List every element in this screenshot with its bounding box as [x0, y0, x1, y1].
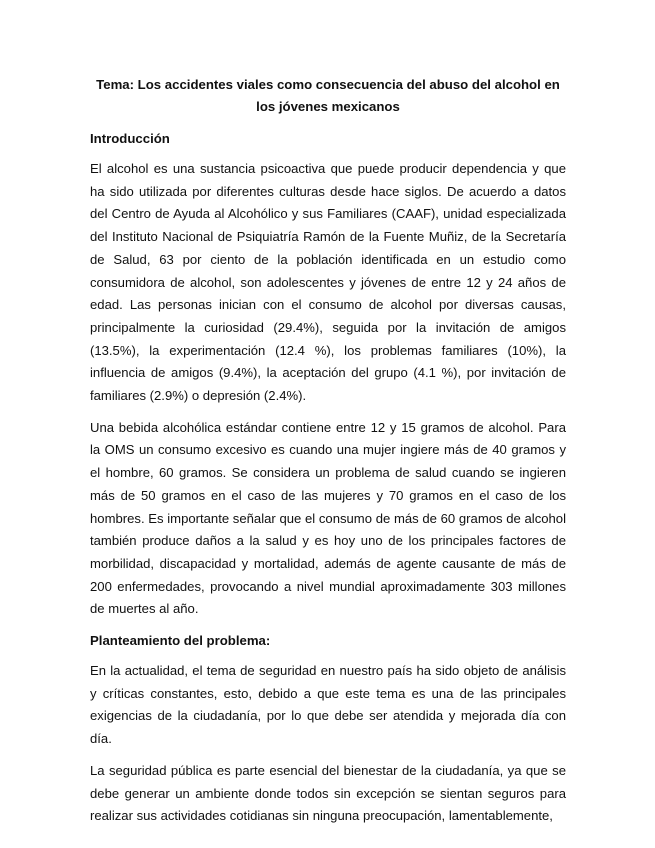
paragraph-intro-1: El alcohol es una sustancia psicoactiva que puede producir dependencia y que ha sido utilizada por diferentes culturas desde hace siglos. De acuerdo a datos del Centro de Ayuda al Alcohólico y sus Familiares (CAAF), unidad especializada del Instituto Nacional de Psiquiatría Ramón de la Fuente Muñiz, de la Secretaría de Salud, 63 por ciento de la población identificada en un estudio como consumidora de alcohol, son adolescentes y jóvenes de entre 12 y 24 años de edad. Las personas inician con el consumo de alcohol por diversas causas, principalmente la curiosidad (29.4%), seguida por la invitación de amigos (13.5%), la experimentación (12.4 %), los problemas familiares (10%), la influencia de amigos (9.4%), la aceptación del grupo (4.1 %), por invitación de familiares (2.9%) o depresión (2.4%). — [90, 161, 566, 404]
paragraph-problema-1: En la actualidad, el tema de seguridad en nuestro país ha sido objeto de análisis y críticas constantes, esto, debido a que este tema es una de las principales exigencias de la ciudadanía, por lo que debe ser atendida y mejorada día con día. — [90, 663, 566, 747]
section-heading-planteamiento: Planteamiento del problema: — [90, 633, 271, 649]
document-title — [90, 74, 566, 118]
paragraph-problema-2: La seguridad pública es parte esencial del bienestar de la ciudadanía, ya que se debe generar un ambiente donde todos sin excepción se sientan seguros para realizar sus actividades cotidianas sin ninguna preocupación, lamentablemente, — [90, 762, 566, 824]
section-heading-introduccion: Introducción — [90, 131, 170, 146]
title-line-2: los jóvenes mexicanos — [256, 99, 400, 114]
document-page — [90, 74, 566, 837]
title-line-1: Tema: Los accidentes viales como consecuencia del abuso del alcohol en — [96, 77, 560, 92]
paragraph-intro-2: Una bebida alcohólica estándar contiene entre 12 y 15 gramos de alcohol. Para la OMS un consumo excesivo es cuando una mujer ingiere más de 40 gramos y el hombre, 60 gramos. Se considera un problema de salud cuando se ingieren más de 50 gramos en el caso de las mujeres y 70 gramos en el caso de los hombres. Es importante señalar que el consumo de más de 60 gramos de alcohol también produce daños a la salud y es hoy uno de los principales factores de morbilidad, discapacidad y mortalidad, además de agente causante de más de 200 enfermedades, provocando a nivel mundial aproximadamente 303 millones de muertes al año. — [90, 419, 566, 617]
